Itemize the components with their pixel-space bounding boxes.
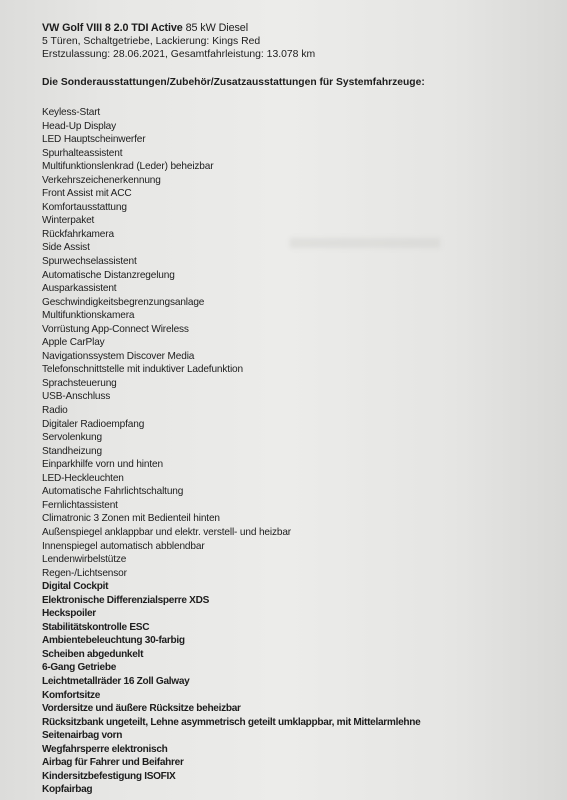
equipment-item: Navigationssystem Discover Media xyxy=(42,350,195,362)
equipment-item: Kindersitzbefestigung ISOFIX xyxy=(42,770,176,782)
equipment-item: Telefonschnittstelle mit induktiver Ladefunktion xyxy=(42,364,243,376)
equipment-item: Front Assist mit ACC xyxy=(42,188,132,200)
equipment-item: Verkehrszeichenerkennung xyxy=(42,174,161,186)
equipment-item: Keyless-Start xyxy=(42,107,101,118)
equipment-item: USB-Anschluss xyxy=(42,391,111,403)
equipment-item: Ambientebeleuchtung 30-farbig xyxy=(42,635,185,647)
equipment-item: Automatische Distanzregelung xyxy=(42,269,175,281)
equipment-item: Spurwechselassistent xyxy=(42,256,137,268)
equipment-item: LED-Heckleuchten xyxy=(42,472,124,484)
equipment-item: Climatronic 3 Zonen mit Bedienteil hinten xyxy=(42,513,220,525)
equipment-item: Lendenwirbelstütze xyxy=(42,554,127,566)
equipment-item: Multifunktionslenkrad (Leder) beheizbar xyxy=(42,161,214,173)
equipment-item: Digital Cockpit xyxy=(42,581,109,593)
vehicle-engine: 85 kW Diesel xyxy=(182,22,249,34)
equipment-item: 6-Gang Getriebe xyxy=(42,662,117,674)
equipment-list xyxy=(42,106,552,797)
equipment-item: Servolenkung xyxy=(42,432,102,444)
equipment-item: Leichtmetallräder 16 Zoll Galway xyxy=(42,675,190,687)
equipment-item: Digitaler Radioempfang xyxy=(42,418,145,430)
equipment-item: Kopfairbag xyxy=(42,784,93,796)
equipment-item: Heckspoiler xyxy=(42,608,96,620)
equipment-item: Elektronische Differenzialsperre XDS xyxy=(42,594,210,606)
equipment-item: Außenspiegel anklappbar und elektr. verstell- und heizbar xyxy=(42,526,291,538)
document-content xyxy=(42,22,552,797)
equipment-item: Stabilitätskontrolle ESC xyxy=(42,621,150,633)
equipment-item: Ausparkassistent xyxy=(42,283,117,295)
equipment-item: Standheizung xyxy=(42,445,102,457)
equipment-item: Scheiben abgedunkelt xyxy=(42,648,144,660)
equipment-item: Geschwindigkeitsbegrenzungsanlage xyxy=(42,296,205,308)
equipment-item: Rückfahrkamera xyxy=(42,228,114,240)
equipment-item: Apple CarPlay xyxy=(42,337,105,349)
equipment-item: Vordersitze und äußere Rücksitze beheizbar xyxy=(42,703,241,715)
equipment-item: Vorrüstung App-Connect Wireless xyxy=(42,323,189,335)
equipment-item: Side Assist xyxy=(42,242,90,254)
equipment-item: Seitenairbag vorn xyxy=(42,730,123,742)
vehicle-registration-line: Erstzulassung: 28.06.2021, Gesamtfahrleistung: 13.078 km xyxy=(42,49,316,60)
equipment-item: Wegfahrsperre elektronisch xyxy=(42,743,168,755)
equipment-item: Radio xyxy=(42,405,68,417)
equipment-item: Komfortsitze xyxy=(42,689,101,701)
equipment-item: Rücksitzbank ungeteilt, Lehne asymmetrisch geteilt umklappbar, mit Mittelarmlehne xyxy=(42,716,421,728)
equipment-item: Fernlichtassistent xyxy=(42,499,118,511)
equipment-item: Automatische Fahrlichtschaltung xyxy=(42,486,184,498)
equipment-item: Sprachsteuerung xyxy=(42,377,117,389)
equipment-item: Spurhalteassistent xyxy=(42,147,123,159)
equipment-item: Komfortausstattung xyxy=(42,201,127,213)
equipment-item: LED Hauptscheinwerfer xyxy=(42,134,146,146)
equipment-item: Multifunktionskamera xyxy=(42,310,135,322)
equipment-item: Winterpaket xyxy=(42,215,95,227)
equipment-item: Airbag für Fahrer und Beifahrer xyxy=(42,757,184,769)
vehicle-model: VW Golf VIII 8 2.0 TDI Active xyxy=(42,22,183,34)
equipment-item: Regen-/Lichtsensor xyxy=(42,567,127,579)
vehicle-title xyxy=(42,22,552,35)
vehicle-spec-line: 5 Türen, Schaltgetriebe, Lackierung: Kings Red xyxy=(42,36,261,47)
equipment-item: Head-Up Display xyxy=(42,120,117,132)
equipment-item: Einparkhilfe vorn und hinten xyxy=(42,459,163,471)
equipment-heading: Die Sonderausstattungen/Zubehör/Zusatzausstattungen für Systemfahrzeuge: xyxy=(42,77,425,88)
equipment-item: Innenspiegel automatisch abblendbar xyxy=(42,540,205,552)
